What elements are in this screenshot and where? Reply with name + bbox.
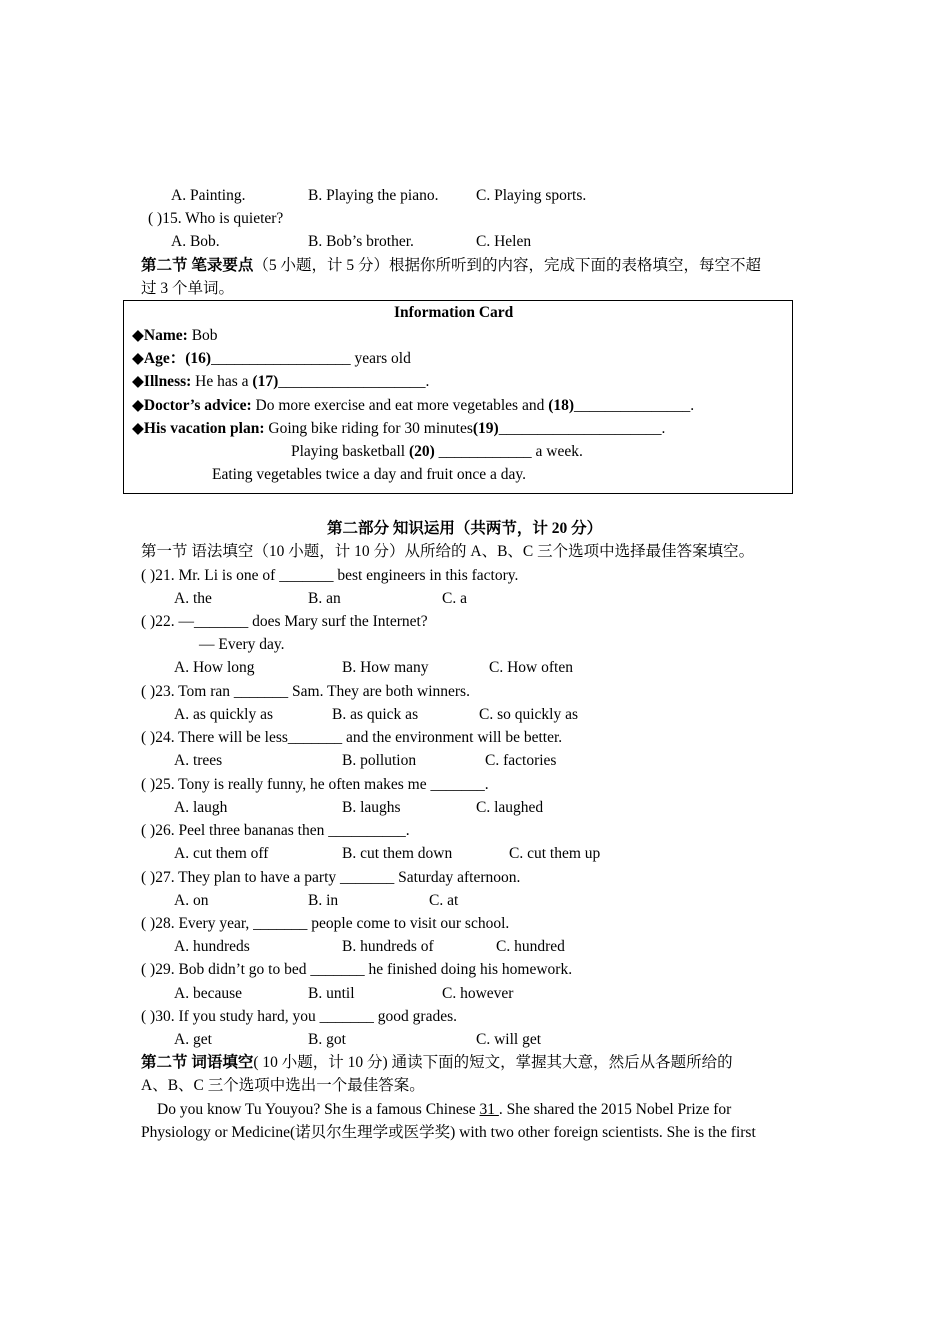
q24-option-c: C. factories: [485, 752, 557, 769]
part2-section1-instruction: 第一节 语法填空（10 小题，计 10 分）从所给的 A、B、C 三个选项中选择最佳答案填空。: [141, 543, 755, 560]
q24-option-b: B. pollution: [342, 752, 417, 769]
q23-option-c: C. so quickly as: [479, 706, 579, 723]
q30-option-a: A. get: [174, 1031, 212, 1048]
q29-option-b: B. until: [308, 985, 355, 1002]
card-plan-row-3: Eating vegetables twice a day and fruit once a day.: [212, 466, 527, 483]
card-name-value: Bob: [187, 327, 218, 344]
passage-line-2: Physiology or Medicine(诺贝尔生理学或医学奖) with two other foreign scientists. She is the first: [141, 1124, 756, 1141]
q27-stem: ( )27. They plan to have a party _______ Saturday afternoon.: [141, 869, 521, 886]
q25-option-b: B. laughs: [342, 799, 401, 816]
section2-notes-heading: 第二节 笔录要点: [141, 257, 254, 274]
passage-text-1a: Do you know Tu Youyou? She is a famous Chinese: [157, 1101, 480, 1118]
q22-option-b: B. How many: [342, 659, 429, 676]
card-name-row: [132, 326, 218, 346]
q23-stem: ( )23. Tom ran _______ Sam. They are both winners.: [141, 683, 470, 700]
card-plan-label: His vacation plan:: [143, 420, 265, 437]
q15-option-b: B. Bob’s brother.: [308, 233, 414, 250]
q21-option-b: B. an: [308, 590, 341, 607]
card-advice-label: Doctor’s advice:: [143, 397, 252, 414]
card-plan-row: [132, 419, 665, 439]
q21-stem: ( )21. Mr. Li is one of _______ best engineers in this factory.: [141, 567, 519, 584]
q29-option-a: A. because: [174, 985, 242, 1002]
q26-option-b: B. cut them down: [342, 845, 453, 862]
card-title: Information Card: [394, 304, 514, 321]
section2-notes-instruction-cont: 过 3 个单词。: [141, 280, 235, 297]
part2-section2-heading: 第二节 词语填空: [141, 1054, 254, 1071]
q15-option-c: C. Helen: [476, 233, 532, 250]
q15-option-a: A. Bob.: [171, 233, 220, 250]
q25-option-a: A. laugh: [174, 799, 228, 816]
part2-heading: 第二部分 知识运用（共两节，计 20 分）: [327, 520, 603, 537]
card-age-row: [132, 349, 411, 369]
q21-option-c: C. a: [442, 590, 467, 607]
q29-stem: ( )29. Bob didn’t go to bed _______ he finished doing his homework.: [141, 961, 573, 978]
card-age-blank[interactable]: __________________ years old: [211, 350, 411, 367]
card-advice-row: [132, 396, 694, 416]
card-advice-text: Do more exercise and eat more vegetables and: [251, 397, 549, 414]
section2-notes-instruction-text: （5 小题，计 5 分）根据你所听到的内容，完成下面的表格填空，每空不超: [253, 257, 762, 274]
q29-option-c: C. however: [442, 985, 514, 1002]
card-illness-num: (17): [252, 373, 279, 390]
q21-option-a: A. the: [174, 590, 212, 607]
q30-stem: ( )30. If you study hard, you _______ good grades.: [141, 1008, 457, 1025]
q24-stem: ( )24. There will be less_______ and the environment will be better.: [141, 729, 563, 746]
passage-text-1b: . She shared the 2015 Nobel Prize for: [498, 1101, 732, 1118]
q23-option-a: A. as quickly as: [174, 706, 274, 723]
q23-option-b: B. as quick as: [332, 706, 419, 723]
q27-option-a: A. on: [174, 892, 209, 909]
bullet-icon: ◆: [132, 350, 144, 367]
card-plan-blank[interactable]: _____________________.: [498, 420, 666, 437]
q22-stem: ( )22. —_______ does Mary surf the Internet?: [141, 613, 428, 630]
q22-answer: — Every day.: [199, 636, 285, 653]
card-illness-label: Illness:: [143, 373, 192, 390]
q15-stem: ( )15. Who is quieter?: [148, 210, 284, 227]
card-illness-text: He has a: [191, 373, 253, 390]
card-plan2-blank[interactable]: ____________ a week.: [434, 443, 583, 460]
bullet-icon: ◆: [132, 420, 144, 437]
card-advice-blank[interactable]: _______________.: [574, 397, 695, 414]
card-plan-row-2: [291, 442, 583, 462]
q28-option-b: B. hundreds of: [342, 938, 434, 955]
q27-option-c: C. at: [429, 892, 459, 909]
q30-option-b: B. got: [308, 1031, 346, 1048]
q25-option-c: C. laughed: [476, 799, 544, 816]
q27-option-b: B. in: [308, 892, 339, 909]
q22-option-a: A. How long: [174, 659, 255, 676]
card-illness-blank[interactable]: ___________________.: [278, 373, 430, 390]
part2-section2-instruction-text: ( 10 小题，计 10 分) 通读下面的短文，掌握其大意，然后从各题所给的: [253, 1054, 733, 1071]
card-age-label: Age：(16): [143, 350, 212, 367]
part2-section2-instruction-cont: A、B、C 三个选项中选出一个最佳答案。: [141, 1077, 425, 1094]
q26-stem: ( )26. Peel three bananas then __________.: [141, 822, 410, 839]
card-plan2-text: Playing basketball: [291, 443, 409, 460]
bullet-icon: ◆: [132, 373, 144, 390]
q14-option-b: B. Playing the piano.: [308, 187, 439, 204]
card-advice-num: (18): [548, 397, 575, 414]
card-plan-text: Going bike riding for 30 minutes: [264, 420, 473, 437]
q28-option-c: C. hundred: [496, 938, 565, 955]
bullet-icon: ◆: [132, 397, 144, 414]
q26-option-a: A. cut them off: [174, 845, 269, 862]
q14-option-c: C. Playing sports.: [476, 187, 587, 204]
card-name-label: Name:: [143, 327, 188, 344]
q28-stem: ( )28. Every year, _______ people come to visit our school.: [141, 915, 510, 932]
q28-option-a: A. hundreds: [174, 938, 250, 955]
part2-section2-instruction: [141, 1053, 733, 1073]
bullet-icon: ◆: [132, 327, 144, 344]
card-plan2-num: (20): [408, 443, 435, 460]
q25-stem: ( )25. Tony is really funny, he often makes me _______.: [141, 776, 489, 793]
card-plan-num: (19): [472, 420, 499, 437]
q30-option-c: C. will get: [476, 1031, 542, 1048]
card-illness-row: [132, 372, 429, 392]
q14-option-a: A. Painting.: [171, 187, 246, 204]
passage-blank-31[interactable]: 31: [479, 1101, 499, 1118]
section2-notes-instruction: [141, 256, 761, 276]
q24-option-a: A. trees: [174, 752, 223, 769]
passage-line-1: [157, 1100, 731, 1120]
q22-option-c: C. How often: [489, 659, 573, 676]
q26-option-c: C. cut them up: [509, 845, 601, 862]
